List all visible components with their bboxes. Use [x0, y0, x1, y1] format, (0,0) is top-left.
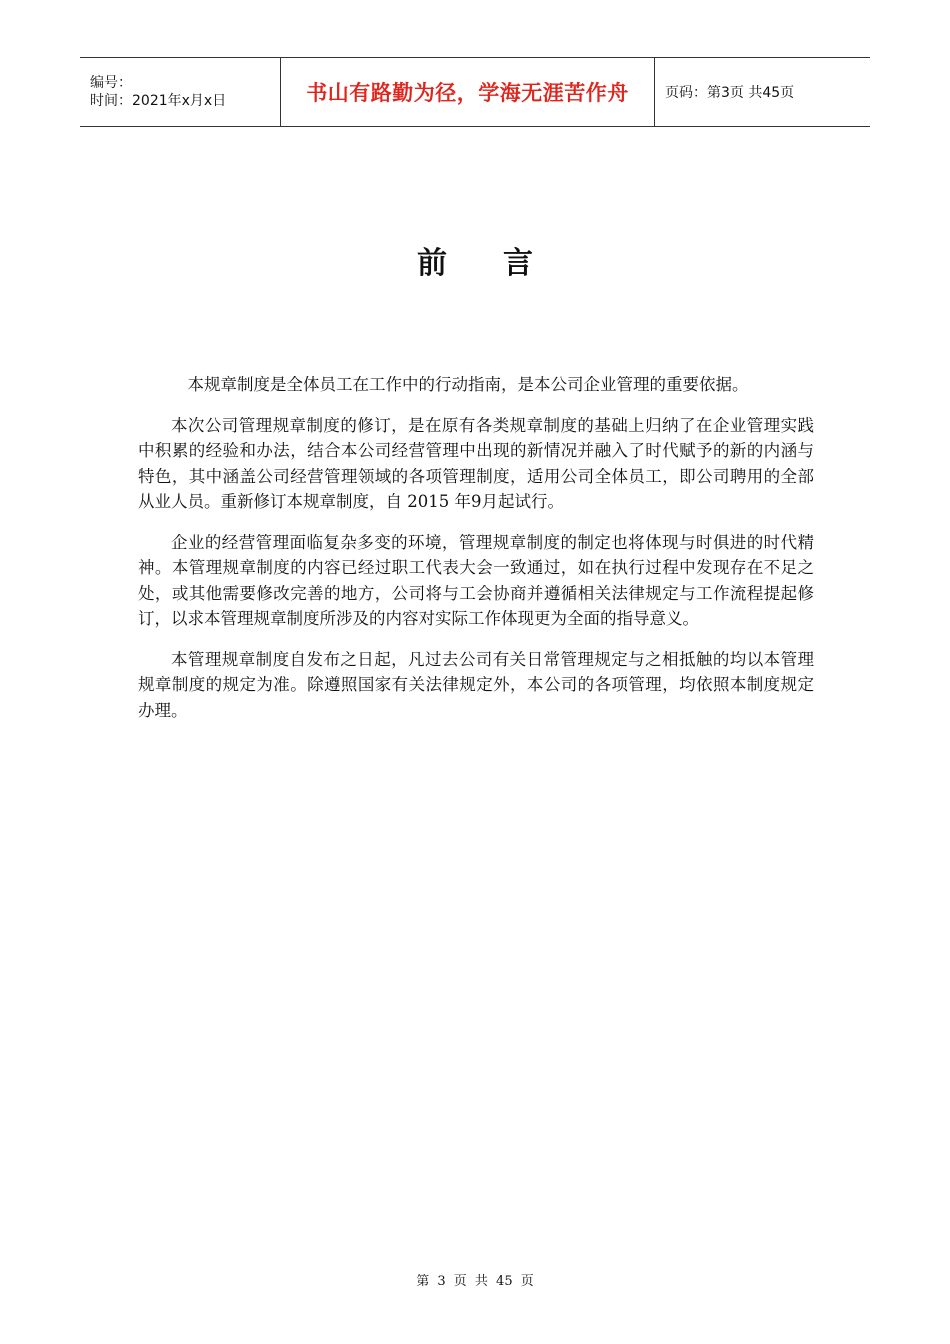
- header-motto-cell: [281, 58, 655, 126]
- document-date-label: 时间：2021年x月x日: [90, 93, 227, 109]
- paragraph: 本管理规章制度自发布之日起，凡过去公司有关日常管理规定与之相抵触的均以本管理规章制度的规定为准。除遵照国家有关法律规定外，本公司的各项管理，均依照本制度规定办理。: [138, 649, 814, 720]
- header-page-number: 页码：第3页 共45页: [665, 85, 795, 101]
- header-page-cell: [655, 58, 870, 126]
- paragraph: 本规章制度是全体员工在工作中的行动指南，是本公司企业管理的重要依据。: [187, 375, 749, 394]
- document-header: [80, 57, 870, 127]
- header-meta-cell: [80, 58, 281, 126]
- page-footer: 第 3 页 共 45 页: [416, 1274, 534, 1289]
- document-title: 前言: [417, 246, 589, 281]
- paragraph: 本次公司管理规章制度的修订，是在原有各类规章制度的基础上归纳了在企业管理实践中积累的经验和办法，结合本公司经营管理中出现的新情况并融入了时代赋予的新的内涵与特色，其中涵盖公司经营管理领域的各项管理制度，适用公司全体员工，即公司聘用的全部从业人员。重新修订本规章制度，自 2015 年9月起试行。: [138, 415, 814, 511]
- document-number-label: 编号：: [90, 75, 132, 91]
- document-body: [138, 372, 814, 738]
- paragraph: 企业的经营管理面临复杂多变的环境，管理规章制度的制定也将体现与时俱进的时代精神。本管理规章制度的内容已经过职工代表大会一致通过，如在执行过程中发现存在不足之处，或其他需要修改完善的地方，公司将与工会协商并遵循相关法律规定与工作流程提起修订，以求本管理规章制度所涉及的内容对实际工作体现更为全面的指导意义。: [138, 532, 814, 628]
- header-motto: 书山有路勤为径，学海无涯苦作舟: [306, 81, 629, 105]
